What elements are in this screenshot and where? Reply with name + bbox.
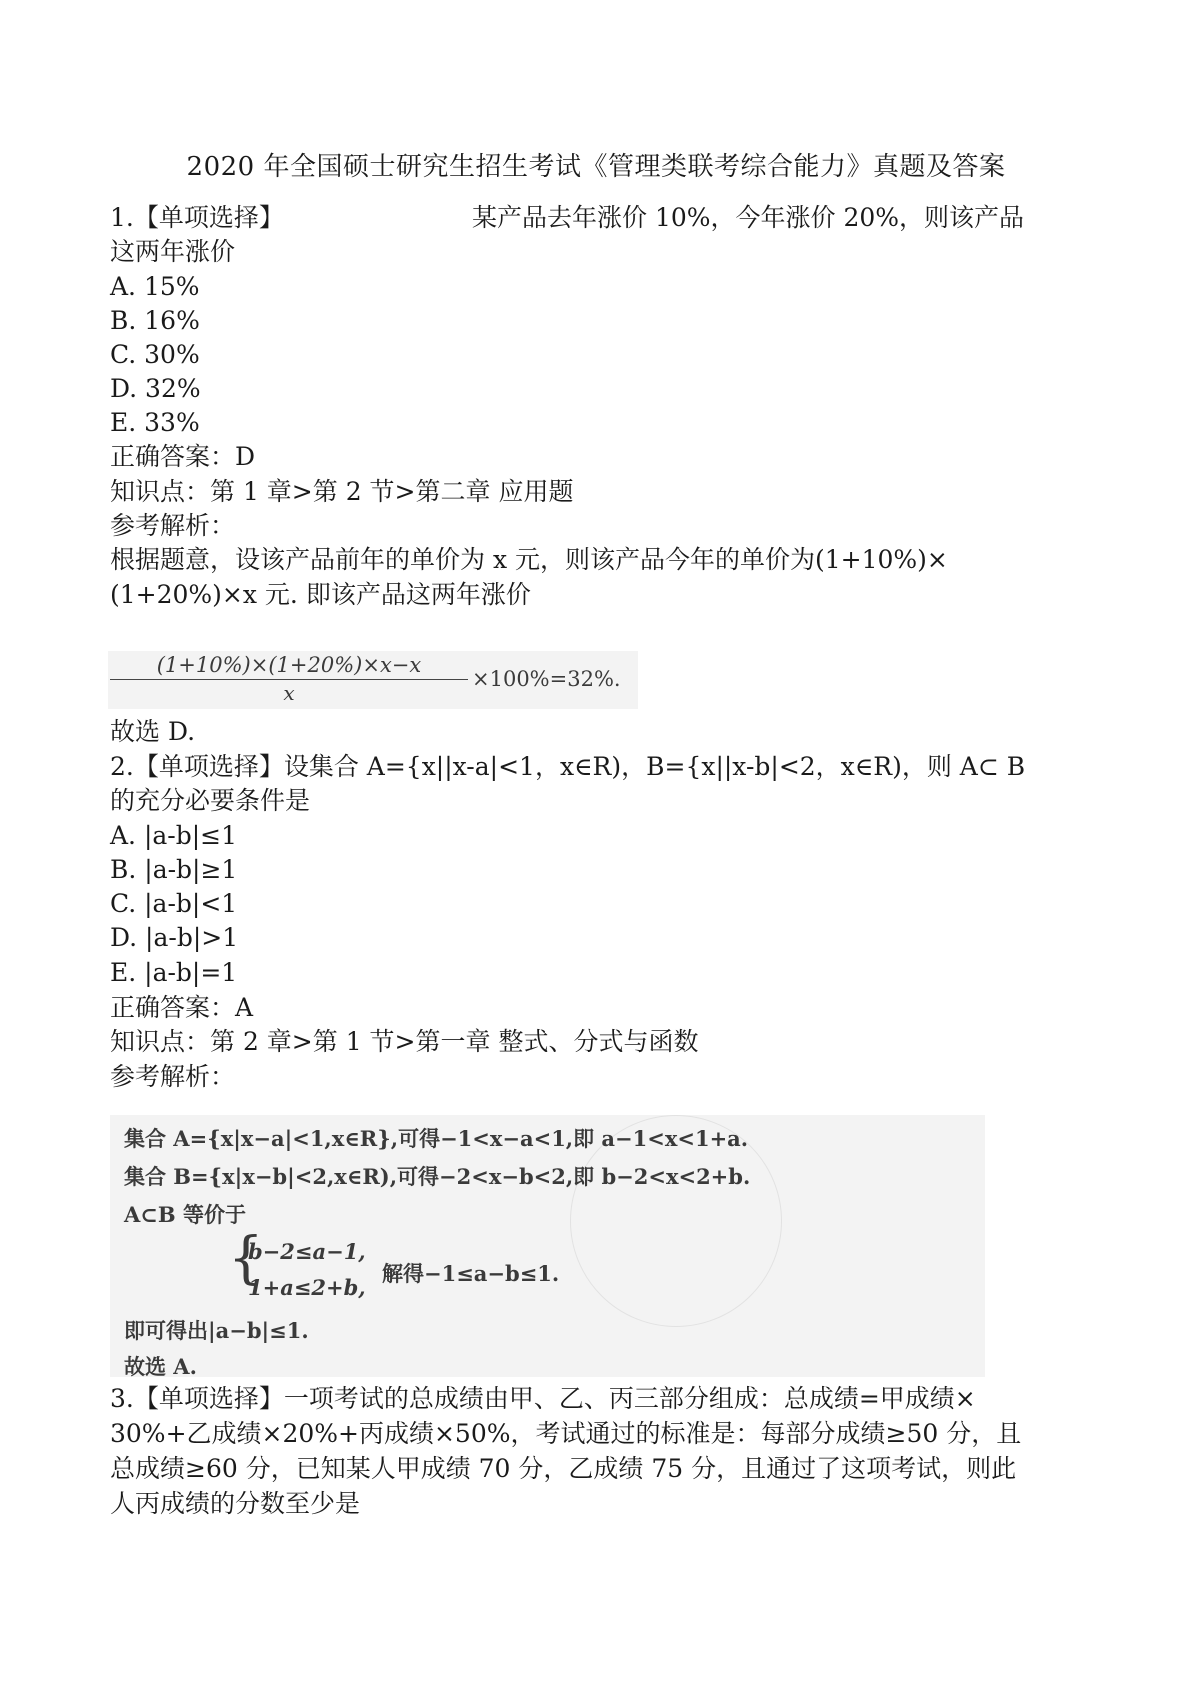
q1-stem: 某产品去年涨价 10%，今年涨价 20%，则该产品 [472,203,1025,232]
q2-analysis-label: 参考解析： [110,1062,236,1091]
q1-formula-result: ×100%=32%. [472,667,621,691]
q1-formula-denominator: x [283,681,295,705]
system-brace-icon: { [228,1226,264,1291]
q1-head: 1.【单项选择】 [110,203,284,232]
q2-scan-line-3: A⊂B 等价于 [124,1202,246,1227]
q1-formula-fraction [110,653,468,705]
q2-system-result: 解得−1≤a−b≤1. [382,1261,560,1286]
q1-stem-cont: 这两年涨价 [110,237,236,266]
document-title: 2020 年全国硕士研究生招生考试《管理类联考综合能力》真题及答案 [186,152,1006,182]
q3-line-3: 总成绩≥60 分，已知某人甲成绩 70 分，乙成绩 75 分，且通过了这项考试，则此 [110,1454,1017,1483]
q2-scan-line-4: 即可得出|a−b|≤1. [124,1318,309,1343]
q2-stem-line-2: 的充分必要条件是 [110,786,311,815]
q1-analysis-line-2: (1+20%)×x 元. 即该产品这两年涨价 [110,580,531,609]
q2-answer: 正确答案：A [110,993,254,1022]
q2-option-e: E. |a-b|=1 [110,958,238,987]
q1-knowledge: 知识点：第 1 章>第 2 节>第二章 应用题 [110,477,574,506]
q3-line-4: 人丙成绩的分数至少是 [110,1489,361,1518]
q2-option-c: C. |a-b|<1 [110,889,238,918]
q3-line-1: 3.【单项选择】一项考试的总成绩由甲、乙、丙三部分组成：总成绩=甲成绩× [110,1384,976,1413]
q1-formula-numerator: (1+10%)×(1+20%)×x−x [110,653,468,680]
q2-scan-line-5: 故选 A. [124,1354,197,1379]
q2-analysis-image [110,1115,985,1377]
q2-scan-line-1: 集合 A={x|x−a|<1,x∈R},可得−1<x−a<1,即 a−1<x<1+a. [124,1126,749,1151]
q1-option-a: A. 15% [110,272,200,301]
q2-option-b: B. |a-b|≥1 [110,855,238,884]
q2-option-a: A. |a-b|≤1 [110,821,238,850]
q2-knowledge: 知识点：第 2 章>第 1 节>第一章 整式、分式与函数 [110,1027,699,1056]
q1-option-c: C. 30% [110,340,200,369]
q2-stem-line-1: 2.【单项选择】设集合 A={x||x-a|<1，x∈R)，B={x||x-b|<2，x∈R)，则 A⊂ B [110,752,1026,781]
q1-option-b: B. 16% [110,306,200,335]
q1-analysis-line-1: 根据题意，设该产品前年的单价为 x 元，则该产品今年的单价为(1+10%)× [110,545,948,574]
q2-option-d: D. |a-b|>1 [110,923,239,952]
q1-option-d: D. 32% [110,374,201,403]
q2-system-eq-2: 1+a≤2+b, [248,1275,366,1300]
q1-answer: 正确答案：D [110,442,256,471]
q1-option-e: E. 33% [110,408,200,437]
q3-line-2: 30%+乙成绩×20%+丙成绩×50%，考试通过的标准是：每部分成绩≥50 分，且 [110,1419,1022,1448]
q1-formula-image [108,651,638,709]
q1-analysis-label: 参考解析： [110,511,236,540]
q1-conclusion: 故选 D. [110,717,196,746]
q2-scan-line-2: 集合 B={x|x−b|<2,x∈R),可得−2<x−b<2,即 b−2<x<2+b. [124,1164,751,1189]
q2-system-eq-1: b−2≤a−1, [248,1239,366,1264]
